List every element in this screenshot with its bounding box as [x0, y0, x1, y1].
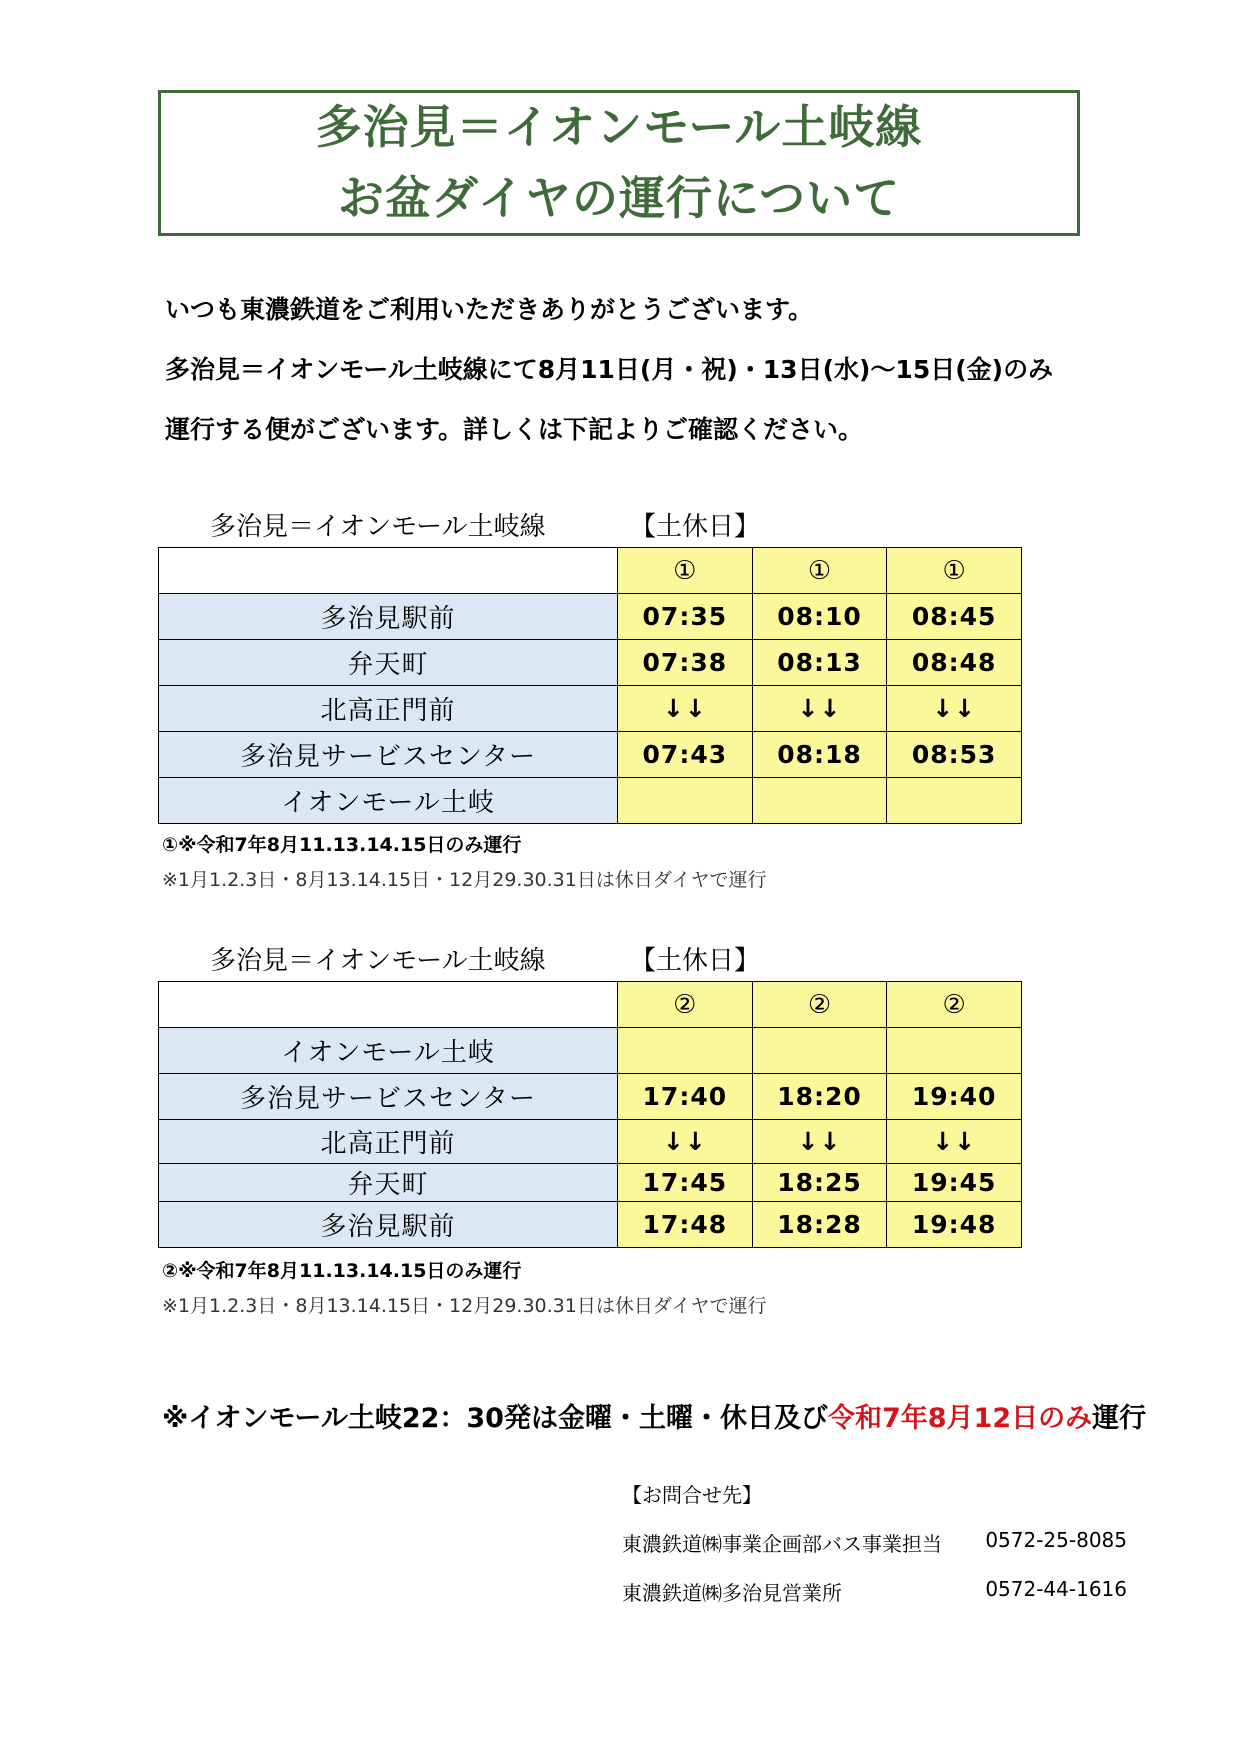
- timetable-2: [158, 981, 1022, 1248]
- departure-time: 08:10: [752, 594, 887, 640]
- contact-phone: 0572-25-8085: [985, 1528, 1127, 1552]
- table-row: [159, 640, 1022, 686]
- table-row: [159, 686, 1022, 732]
- table-row: [159, 1074, 1022, 1120]
- late-departure-notice: [162, 1396, 1146, 1435]
- pass-arrows: ↓↓: [752, 1120, 887, 1164]
- departure-time: 18:28: [752, 1202, 887, 1248]
- departure-time: 17:48: [618, 1202, 753, 1248]
- contact-name: 東濃鉄道㈱事業企画部バス事業担当: [622, 1532, 942, 1556]
- trip-mark: ②: [618, 982, 753, 1028]
- departure-time: 17:45: [618, 1164, 753, 1202]
- notice-text: ※イオンモール土岐22：30発は金曜・土曜・休日及び: [162, 1403, 828, 1434]
- notice-text-suffix: 運行: [1092, 1403, 1147, 1434]
- intro-text: [165, 280, 1165, 460]
- intro-line: いつも東濃鉄道をご利用いただきありがとうございます。: [165, 295, 814, 324]
- timetable-2-heading: [210, 940, 761, 977]
- departure-time: [618, 1028, 753, 1074]
- departure-time: [618, 778, 753, 824]
- stop-name: 北高正門前: [159, 686, 618, 732]
- table-row: [159, 1202, 1022, 1248]
- departure-time: 19:45: [887, 1164, 1022, 1202]
- trip-mark: ①: [618, 548, 753, 594]
- stop-name: イオンモール土岐: [159, 1028, 618, 1074]
- contact-name: 東濃鉄道㈱多治見営業所: [622, 1581, 842, 1605]
- departure-time: 08:13: [752, 640, 887, 686]
- stop-name: 多治見駅前: [159, 1202, 618, 1248]
- timetable-2-note: ②※令和7年8月11.13.14.15日のみ運行: [162, 1260, 522, 1282]
- holiday-schedule-note: ※1月1.2.3日・8月13.14.15日・12月29.30.31日は休日ダイヤで運行: [162, 1295, 767, 1317]
- stop-name: 多治見サービスセンター: [159, 732, 618, 778]
- departure-time: 08:48: [887, 640, 1022, 686]
- contact-entry: [622, 1577, 1127, 1606]
- departure-time: 18:25: [752, 1164, 887, 1202]
- table-row: [159, 778, 1022, 824]
- timetable-1: [158, 547, 1022, 824]
- departure-time: 17:40: [618, 1074, 753, 1120]
- day-type-label: 【土休日】: [630, 512, 761, 542]
- departure-time: 19:40: [887, 1074, 1022, 1120]
- pass-arrows: ↓↓: [887, 686, 1022, 732]
- pass-arrows: ↓↓: [752, 686, 887, 732]
- departure-time: [887, 1028, 1022, 1074]
- departure-time: [887, 778, 1022, 824]
- departure-time: 08:45: [887, 594, 1022, 640]
- blank-header-cell: [159, 548, 618, 594]
- table-header-row: [159, 548, 1022, 594]
- stop-name: 弁天町: [159, 640, 618, 686]
- departure-time: 19:48: [887, 1202, 1022, 1248]
- departure-time: 08:18: [752, 732, 887, 778]
- trip-mark: ②: [887, 982, 1022, 1028]
- contact-entry: [622, 1528, 1127, 1557]
- departure-time: [752, 1028, 887, 1074]
- holiday-schedule-note: ※1月1.2.3日・8月13.14.15日・12月29.30.31日は休日ダイヤで運行: [162, 869, 767, 891]
- pass-arrows: ↓↓: [618, 686, 753, 732]
- timetable-1-heading: [210, 506, 761, 543]
- intro-line: 運行する便がございます。詳しくは下記よりご確認ください。: [165, 415, 864, 444]
- departure-time: 08:53: [887, 732, 1022, 778]
- table-header-row: [159, 982, 1022, 1028]
- pass-arrows: ↓↓: [887, 1120, 1022, 1164]
- trip-mark: ②: [752, 982, 887, 1028]
- stop-name: 北高正門前: [159, 1120, 618, 1164]
- table-row: [159, 594, 1022, 640]
- pass-arrows: ↓↓: [618, 1120, 753, 1164]
- stop-name: イオンモール土岐: [159, 778, 618, 824]
- intro-line: 多治見＝イオンモール土岐線にて8月11日(月・祝)・13日(水)～15日(金)のみ: [165, 355, 1054, 384]
- departure-time: 07:35: [618, 594, 753, 640]
- page-title-line-2: お盆ダイヤの運行について: [337, 171, 901, 225]
- title-box: [158, 90, 1080, 236]
- table-row: [159, 732, 1022, 778]
- blank-header-cell: [159, 982, 618, 1028]
- page-title-line-1: 多治見＝イオンモール土岐線: [315, 99, 923, 154]
- departure-time: [752, 778, 887, 824]
- contact-heading: 【お問合せ先】: [622, 1483, 762, 1507]
- contact-phone: 0572-44-1616: [985, 1577, 1127, 1601]
- table-row: [159, 1164, 1022, 1202]
- trip-mark: ①: [887, 548, 1022, 594]
- notice-highlight: 令和7年8月12日のみ: [827, 1403, 1093, 1434]
- route-name: 多治見＝イオンモール土岐線: [210, 512, 546, 542]
- departure-time: 07:43: [618, 732, 753, 778]
- trip-mark: ①: [752, 548, 887, 594]
- stop-name: 弁天町: [159, 1164, 618, 1202]
- timetable-1-note: ①※令和7年8月11.13.14.15日のみ運行: [162, 834, 522, 856]
- departure-time: 18:20: [752, 1074, 887, 1120]
- stop-name: 多治見サービスセンター: [159, 1074, 618, 1120]
- table-row: [159, 1120, 1022, 1164]
- departure-time: 07:38: [618, 640, 753, 686]
- stop-name: 多治見駅前: [159, 594, 618, 640]
- table-row: [159, 1028, 1022, 1074]
- route-name: 多治見＝イオンモール土岐線: [210, 946, 546, 976]
- day-type-label: 【土休日】: [630, 946, 761, 976]
